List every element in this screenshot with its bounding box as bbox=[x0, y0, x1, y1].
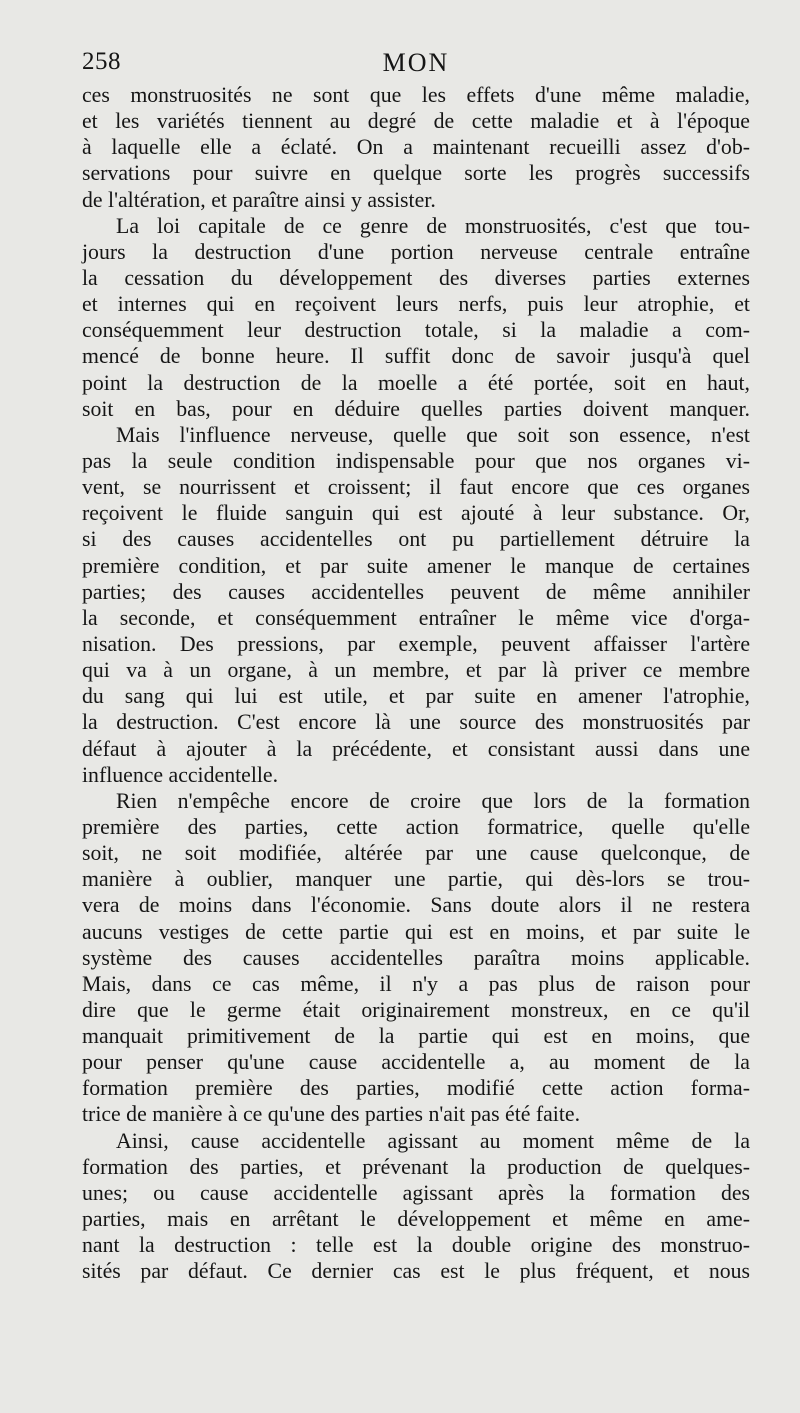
text-line: la cessation du développement des diverses parties externes bbox=[82, 265, 750, 290]
text-line: Mais l'influence nerveuse, quelle que soit son essence, n'est bbox=[116, 422, 750, 447]
text-line: la seconde, et conséquemment entraîner le même vice d'orga- bbox=[82, 605, 750, 630]
page-number: 258 bbox=[82, 48, 121, 75]
running-head: MON bbox=[382, 48, 450, 77]
text-line: point la destruction de la moelle a été portée, soit en haut, bbox=[82, 370, 750, 395]
text-line: si des causes accidentelles ont pu partiellement détruire la bbox=[82, 527, 750, 552]
text-line: sités par défaut. Ce dernier cas est le plus fréquent, et nous bbox=[82, 1259, 750, 1284]
text-line: du sang qui lui est utile, et par suite en amener l'atrophie, bbox=[82, 684, 750, 709]
text-line: unes; ou cause accidentelle agissant après la formation des bbox=[82, 1180, 750, 1205]
text-line: nisation. Des pressions, par exemple, peuvent affaisser l'artère bbox=[82, 631, 750, 656]
text-line: pour penser qu'une cause accidentelle a, au moment de la bbox=[82, 1050, 750, 1075]
text-line: et les variétés tiennent au degré de cette maladie et à l'époque bbox=[82, 109, 750, 134]
text-line: première condition, et par suite amener le manque de certaines bbox=[82, 553, 750, 578]
text-line: soit en bas, pour en déduire quelles parties doivent manquer. bbox=[82, 396, 750, 421]
text-line: formation première des parties, modifié cette action forma- bbox=[82, 1076, 750, 1101]
text-line: aucuns vestiges de cette partie qui est en moins, et par suite le bbox=[82, 919, 750, 944]
text-line: de l'altération, et paraître ainsi y assister. bbox=[82, 187, 436, 212]
text-line: mencé de bonne heure. Il suffit donc de savoir jusqu'à quel bbox=[82, 344, 750, 369]
text-line: Rien n'empêche encore de croire que lors de la formation bbox=[116, 788, 750, 813]
text-line: parties, mais en arrêtant le développement et même en ame- bbox=[82, 1207, 750, 1232]
text-line: soit, ne soit modifiée, altérée par une cause quelconque, de bbox=[82, 841, 750, 866]
text-line: formation des parties, et prévenant la production de quelques- bbox=[82, 1154, 750, 1179]
text-line: conséquemment leur destruction totale, si la maladie a com- bbox=[82, 318, 750, 343]
text-line: première des parties, cette action formatrice, quelle qu'elle bbox=[82, 814, 750, 839]
text-line: trice de manière à ce qu'une des parties n'ait pas été faite. bbox=[82, 1102, 581, 1127]
text-line: système des causes accidentelles paraîtra moins applicable. bbox=[82, 945, 750, 970]
text-line: la destruction. C'est encore là une source des monstruosités par bbox=[82, 710, 750, 735]
text-line: La loi capitale de ce genre de monstruosités, c'est que tou- bbox=[116, 213, 750, 238]
text-line: à laquelle elle a éclaté. On a maintenant recueilli assez d'ob- bbox=[82, 135, 750, 160]
text-line: pas la seule condition indispensable pour que nos organes vi- bbox=[82, 448, 750, 473]
text-line: servations pour suivre en quelque sorte les progrès successifs bbox=[82, 161, 750, 186]
text-line: et internes qui en reçoivent leurs nerfs, puis leur atrophie, et bbox=[82, 292, 750, 317]
text-line: ces monstruosités ne sont que les effets d'une même maladie, bbox=[82, 83, 750, 107]
text-line: Ainsi, cause accidentelle agissant au moment même de la bbox=[116, 1128, 750, 1153]
text-line: qui va à un organe, à un membre, et par là priver ce membre bbox=[82, 658, 750, 683]
text-line: nant la destruction : telle est la double origine des monstruo- bbox=[82, 1233, 750, 1258]
text-line: Mais, dans ce cas même, il n'y a pas plus de raison pour bbox=[82, 971, 750, 996]
text-line: manquait primitivement de la partie qui est en moins, que bbox=[82, 1024, 750, 1049]
text-line: reçoivent le fluide sanguin qui est ajouté à leur substance. Or, bbox=[82, 501, 750, 526]
text-line: défaut à ajouter à la précédente, et consistant aussi dans une bbox=[82, 736, 750, 761]
text-line: vera de moins dans l'économie. Sans doute alors il ne restera bbox=[82, 893, 750, 918]
text-line: parties; des causes accidentelles peuvent de même annihiler bbox=[82, 579, 750, 604]
page-header bbox=[82, 48, 750, 80]
text-line: manière à oublier, manquer une partie, qui dès-lors se trou- bbox=[82, 867, 750, 892]
body-text bbox=[82, 82, 750, 1284]
text-line: jours la destruction d'une portion nerveuse centrale entraîne bbox=[82, 239, 750, 264]
text-line: influence accidentelle. bbox=[82, 762, 279, 787]
text-line: vent, se nourrissent et croissent; il faut encore que ces organes bbox=[82, 475, 750, 500]
text-line: dire que le germe était originairement monstreux, en ce qu'il bbox=[82, 997, 750, 1022]
